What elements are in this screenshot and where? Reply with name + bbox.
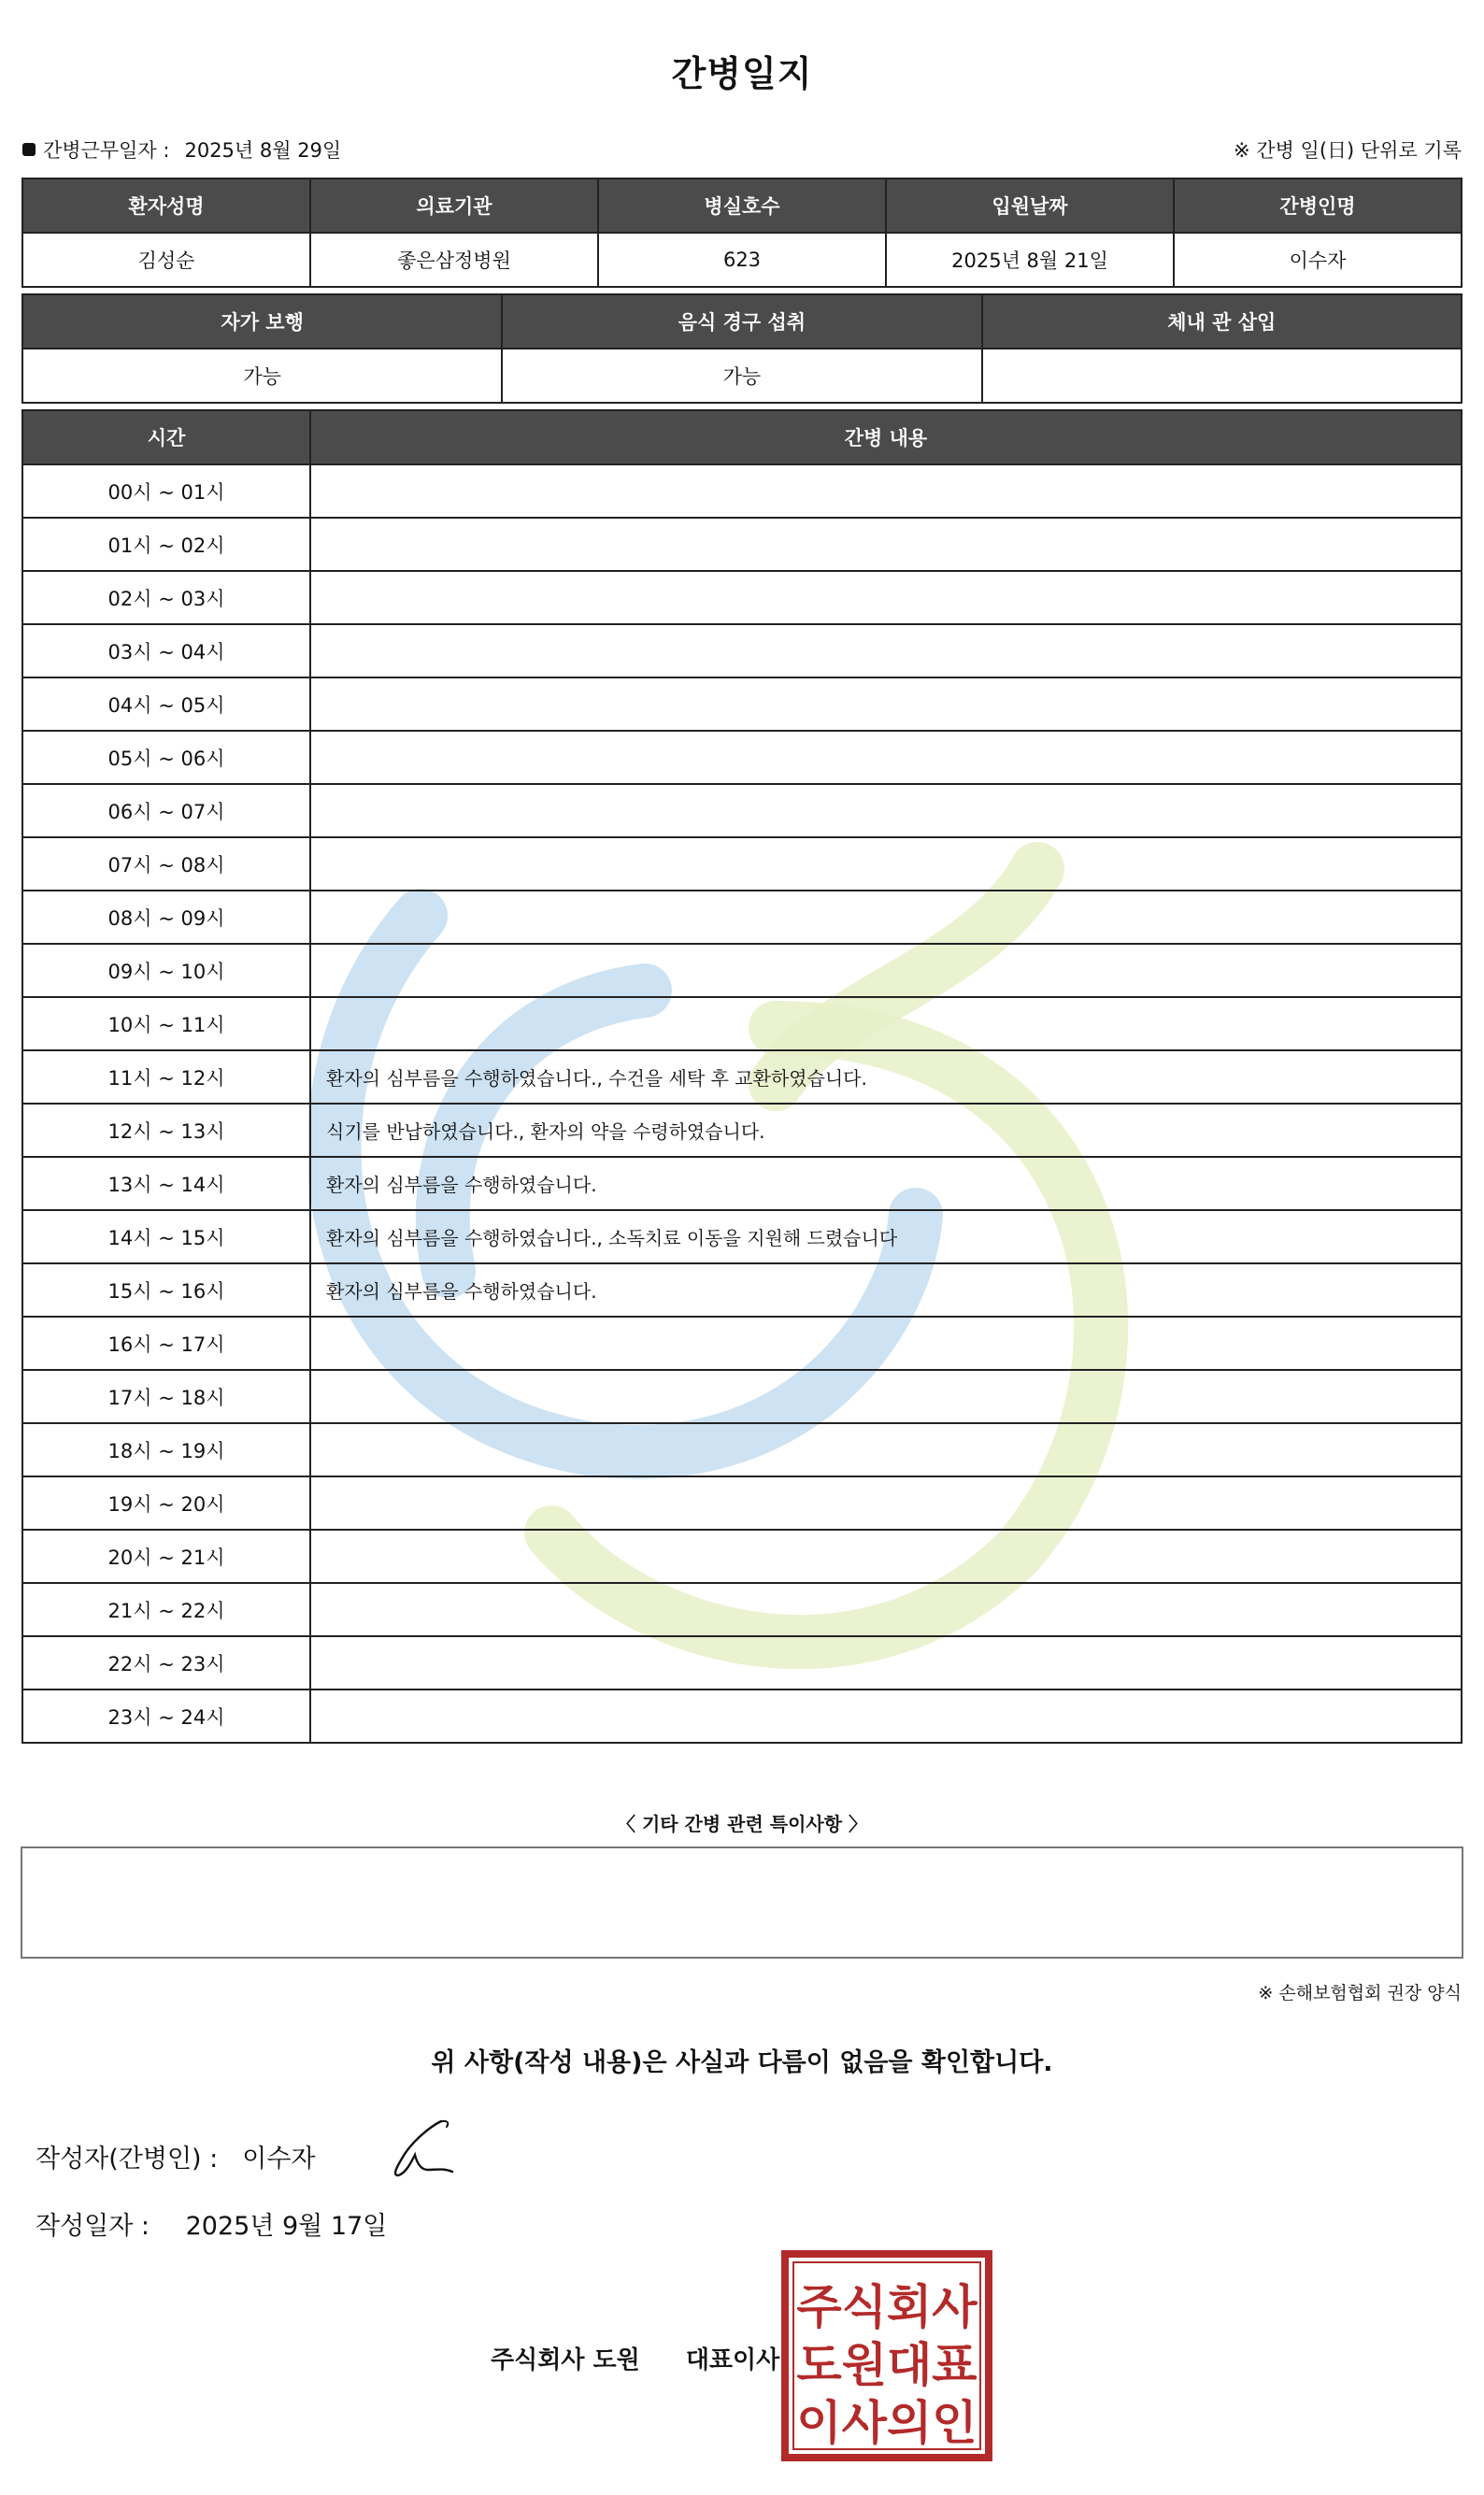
table-row xyxy=(22,944,1462,997)
content-cell xyxy=(310,624,1462,677)
table-row xyxy=(22,1210,1462,1263)
table-row xyxy=(22,1370,1462,1423)
table-row xyxy=(22,1583,1462,1636)
time-cell: 03시 ~ 04시 xyxy=(22,624,310,677)
time-cell: 21시 ~ 22시 xyxy=(22,1583,310,1636)
table-row xyxy=(22,677,1462,731)
content-cell xyxy=(310,1530,1462,1583)
table-row xyxy=(22,1157,1462,1210)
bullet-icon xyxy=(22,143,36,156)
header-care-content: 간병 내용 xyxy=(310,410,1462,464)
meta-row xyxy=(22,135,1462,164)
company-name: 주식회사 도원 xyxy=(491,2346,640,2374)
writer-name: 이수자 xyxy=(242,2145,316,2174)
patient-header-row xyxy=(22,178,1462,233)
table-row xyxy=(22,1104,1462,1157)
special-notes-box xyxy=(21,1846,1463,1959)
time-cell: 13시 ~ 14시 xyxy=(22,1157,310,1210)
content-cell xyxy=(310,1476,1462,1530)
table-row xyxy=(22,891,1462,944)
time-cell: 09시 ~ 10시 xyxy=(22,944,310,997)
table-row xyxy=(22,731,1462,784)
company-representative: 대표이사 xyxy=(685,2346,780,2374)
caregiver-name: 이수자 xyxy=(1174,233,1462,287)
svg-text:도원대표: 도원대표 xyxy=(796,2338,977,2392)
content-cell xyxy=(310,1317,1462,1370)
header-hospital: 의료기관 xyxy=(310,178,598,233)
time-cell: 01시 ~ 02시 xyxy=(22,518,310,571)
time-cell: 04시 ~ 05시 xyxy=(22,677,310,731)
table-row xyxy=(22,1689,1462,1743)
patient-info-table xyxy=(21,178,1463,288)
header-caregiver: 간병인명 xyxy=(1174,178,1462,233)
status-value-row xyxy=(22,349,1462,403)
time-cell: 00시 ~ 01시 xyxy=(22,464,310,518)
work-date-value: 2025년 8월 29일 xyxy=(184,139,342,162)
time-cell: 17시 ~ 18시 xyxy=(22,1370,310,1423)
content-cell xyxy=(310,891,1462,944)
oral-intake-value: 가능 xyxy=(502,349,981,403)
recommended-form-note: ※ 손해보험협회 권장 양식 xyxy=(1258,1983,1462,2003)
table-row xyxy=(22,518,1462,571)
patient-name: 김성순 xyxy=(22,233,310,287)
content-cell xyxy=(310,1583,1462,1636)
work-date xyxy=(22,135,341,164)
time-cell: 19시 ~ 20시 xyxy=(22,1476,310,1530)
header-tube-insertion: 체내 관 삽입 xyxy=(982,294,1462,349)
table-row xyxy=(22,1476,1462,1530)
written-date-line xyxy=(36,2205,387,2242)
content-cell: 환자의 심부름을 수행하였습니다., 수건을 세탁 후 교환하였습니다. xyxy=(310,1050,1462,1104)
content-cell: 환자의 심부름을 수행하였습니다., 소독치료 이동을 지원해 드렸습니다 xyxy=(310,1210,1462,1263)
content-cell xyxy=(310,944,1462,997)
header-time: 시간 xyxy=(22,410,310,464)
writer-label: 작성자(간병인) : xyxy=(36,2145,219,2174)
walking-value: 가능 xyxy=(22,349,502,403)
written-date-label: 작성일자 : xyxy=(36,2212,150,2241)
content-cell xyxy=(310,784,1462,837)
svg-text:이사의인: 이사의인 xyxy=(796,2396,977,2450)
svg-text:주식회사: 주식회사 xyxy=(796,2280,977,2334)
time-cell: 12시 ~ 13시 xyxy=(22,1104,310,1157)
header-oral-intake: 음식 경구 섭취 xyxy=(502,294,981,349)
confirmation-statement: 위 사항(작성 내용)은 사실과 다름이 없음을 확인합니다. xyxy=(431,2048,1053,2077)
time-cell: 06시 ~ 07시 xyxy=(22,784,310,837)
content-cell xyxy=(310,731,1462,784)
table-row xyxy=(22,1530,1462,1583)
content-cell xyxy=(310,1636,1462,1689)
table-row xyxy=(22,1317,1462,1370)
special-notes-title: 〈 기타 간병 관련 특이사항 〉 xyxy=(616,1813,867,1835)
time-cell: 07시 ~ 08시 xyxy=(22,837,310,891)
content-cell: 환자의 심부름을 수행하였습니다. xyxy=(310,1263,1462,1317)
content-cell xyxy=(310,1370,1462,1423)
header-admission-date: 입원날짜 xyxy=(886,178,1174,233)
room-number: 623 xyxy=(598,233,886,287)
hospital-name: 좋은삼정병원 xyxy=(310,233,598,287)
table-row xyxy=(22,571,1462,624)
content-cell xyxy=(310,677,1462,731)
content-cell xyxy=(310,837,1462,891)
time-cell: 15시 ~ 16시 xyxy=(22,1263,310,1317)
company-seal-icon xyxy=(781,2250,992,2461)
time-cell: 11시 ~ 12시 xyxy=(22,1050,310,1104)
time-cell: 22시 ~ 23시 xyxy=(22,1636,310,1689)
content-cell: 환자의 심부름을 수행하였습니다. xyxy=(310,1157,1462,1210)
time-cell: 08시 ~ 09시 xyxy=(22,891,310,944)
table-row xyxy=(22,1263,1462,1317)
header-walking: 자가 보행 xyxy=(22,294,502,349)
table-row xyxy=(22,1423,1462,1476)
table-row xyxy=(22,624,1462,677)
time-cell: 10시 ~ 11시 xyxy=(22,997,310,1050)
content-cell xyxy=(310,1689,1462,1743)
table-row xyxy=(22,997,1462,1050)
time-cell: 16시 ~ 17시 xyxy=(22,1317,310,1370)
table-row xyxy=(22,1636,1462,1689)
time-cell: 23시 ~ 24시 xyxy=(22,1689,310,1743)
tube-insertion-value xyxy=(982,349,1462,403)
content-cell xyxy=(310,997,1462,1050)
status-header-row xyxy=(22,294,1462,349)
writer-line xyxy=(36,2138,316,2174)
content-cell xyxy=(310,1423,1462,1476)
header-room: 병실호수 xyxy=(598,178,886,233)
content-cell xyxy=(310,464,1462,518)
log-header-row xyxy=(22,410,1462,464)
work-date-label: 간병근무일자 : xyxy=(43,139,170,162)
admission-date: 2025년 8월 21일 xyxy=(886,233,1174,287)
time-cell: 14시 ~ 15시 xyxy=(22,1210,310,1263)
signature-icon xyxy=(383,2114,467,2188)
patient-status-table xyxy=(21,293,1463,404)
content-cell xyxy=(310,518,1462,571)
document-title: 간병일지 xyxy=(671,53,813,94)
care-log-table xyxy=(21,409,1463,1744)
record-unit-note: ※ 간병 일(日) 단위로 기록 xyxy=(1234,139,1462,162)
table-row xyxy=(22,837,1462,891)
time-cell: 18시 ~ 19시 xyxy=(22,1423,310,1476)
table-row xyxy=(22,784,1462,837)
content-cell: 식기를 반납하였습니다., 환자의 약을 수령하였습니다. xyxy=(310,1104,1462,1157)
time-cell: 05시 ~ 06시 xyxy=(22,731,310,784)
company-line xyxy=(491,2341,779,2375)
time-cell: 20시 ~ 21시 xyxy=(22,1530,310,1583)
table-row xyxy=(22,1050,1462,1104)
header-patient-name: 환자성명 xyxy=(22,178,310,233)
patient-value-row xyxy=(22,233,1462,287)
time-cell: 02시 ~ 03시 xyxy=(22,571,310,624)
table-row xyxy=(22,464,1462,518)
written-date-value: 2025년 9월 17일 xyxy=(185,2212,388,2241)
content-cell xyxy=(310,571,1462,624)
